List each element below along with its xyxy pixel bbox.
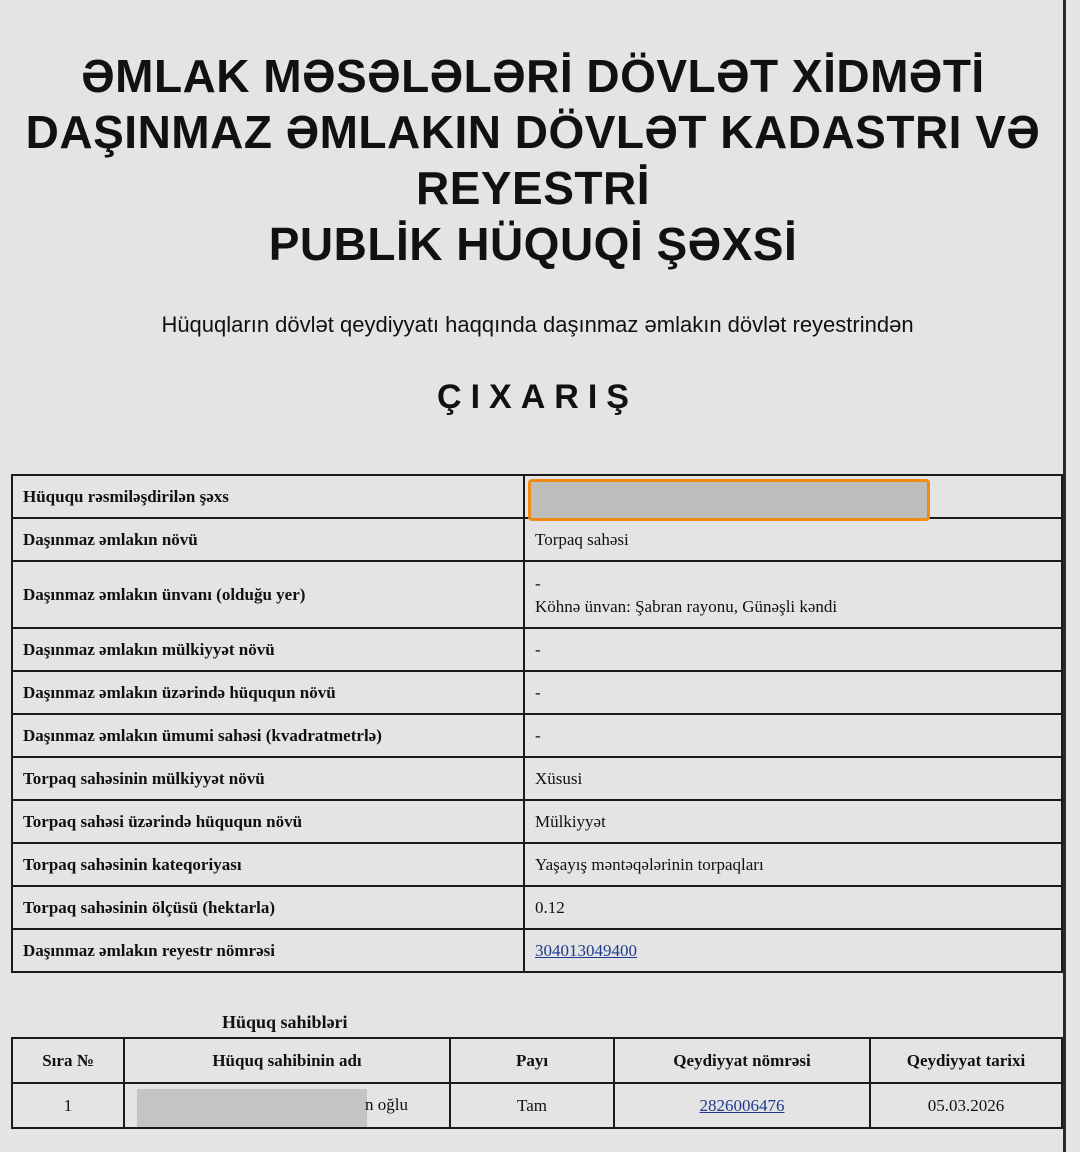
document-header: [0, 48, 1066, 272]
row-value: Mülkiyyət: [524, 800, 1062, 843]
row-value: 0.12: [524, 886, 1062, 929]
document-title: ÇIXARIŞ: [437, 378, 638, 416]
registry-number-link[interactable]: 304013049400: [535, 940, 637, 960]
table-row: [12, 671, 1062, 714]
row-label: Daşınmaz əmlakın ünvanı (olduğu yer): [12, 561, 524, 628]
column-header-reg-no: Qeydiyyat nömrəsi: [614, 1038, 870, 1083]
row-label: Torpaq sahəsinin ölçüsü (hektarla): [12, 886, 524, 929]
row-label: Torpaq sahəsinin mülkiyyət növü: [12, 757, 524, 800]
row-label: Daşınmaz əmlakın reyestr nömrəsi: [12, 929, 524, 972]
owners-caption: Hüquq sahibləri: [222, 1012, 348, 1032]
row-label: Hüququ rəsmiləşdirilən şəxs: [12, 475, 524, 518]
property-info-table: [11, 474, 1063, 973]
row-label: Daşınmaz əmlakın üzərində hüququn növü: [12, 671, 524, 714]
table-row: [12, 757, 1062, 800]
row-value: -: [524, 628, 1062, 671]
table-row: [12, 561, 1062, 628]
table-header-row: [12, 1038, 1062, 1083]
redacted-name-highlight: [528, 479, 930, 521]
table-row: [12, 475, 1062, 518]
owner-name-suffix: n oğlu: [365, 1095, 408, 1114]
row-label: Torpaq sahəsi üzərində hüququn növü: [12, 800, 524, 843]
row-value: Torpaq sahəsi: [524, 518, 1062, 561]
header-line-1: ƏMLAK MƏSƏLƏLƏRİ DÖVLƏT XİDMƏTİ: [81, 50, 985, 102]
column-header-name: Hüquq sahibinin adı: [124, 1038, 450, 1083]
owner-reg-date: 05.03.2026: [870, 1083, 1062, 1128]
header-line-3: REYESTRİ: [415, 162, 651, 214]
column-header-reg-date: Qeydiyyat tarixi: [870, 1038, 1062, 1083]
table-row: [12, 843, 1062, 886]
owners-table: [11, 1037, 1063, 1129]
owner-reg-no-cell: [614, 1083, 870, 1128]
owner-share: Tam: [450, 1083, 614, 1128]
row-label: Torpaq sahəsinin kateqoriyası: [12, 843, 524, 886]
row-label: Daşınmaz əmlakın növü: [12, 518, 524, 561]
document-subtitle: Hüquqların dövlət qeydiyyatı haqqında daşınmaz əmlakın dövlət reyestrindən: [161, 312, 914, 337]
header-line-4: PUBLİK HÜQUQİ ŞƏXSİ: [268, 218, 798, 270]
row-value: [524, 561, 1062, 628]
address-value: -: [535, 573, 541, 593]
row-value: -: [524, 671, 1062, 714]
registration-number-link[interactable]: 2826006476: [699, 1095, 785, 1115]
row-value: [524, 929, 1062, 972]
table-row: [12, 929, 1062, 972]
old-address-value: Köhnə ünvan: Şabran rayonu, Günəşli kəndi: [535, 596, 838, 616]
row-value: [524, 475, 1062, 518]
table-row: [12, 800, 1062, 843]
row-value: Xüsusi: [524, 757, 1062, 800]
row-label: Daşınmaz əmlakın ümumi sahəsi (kvadratmetrlə): [12, 714, 524, 757]
column-header-index: Sıra №: [12, 1038, 124, 1083]
table-row: [12, 1083, 1062, 1128]
redacted-owner-name: [137, 1089, 367, 1127]
row-value: -: [524, 714, 1062, 757]
table-row: [12, 886, 1062, 929]
table-row: [12, 518, 1062, 561]
owner-index: 1: [12, 1083, 124, 1128]
row-label: Daşınmaz əmlakın mülkiyyət növü: [12, 628, 524, 671]
table-row: [12, 628, 1062, 671]
owner-name-cell: [124, 1083, 450, 1128]
column-header-share: Payı: [450, 1038, 614, 1083]
table-row: [12, 714, 1062, 757]
row-value: Yaşayış məntəqələrinin torpaqları: [524, 843, 1062, 886]
header-line-2: DAŞINMAZ ƏMLAKIN DÖVLƏT KADASTRI VƏ: [25, 106, 1041, 158]
